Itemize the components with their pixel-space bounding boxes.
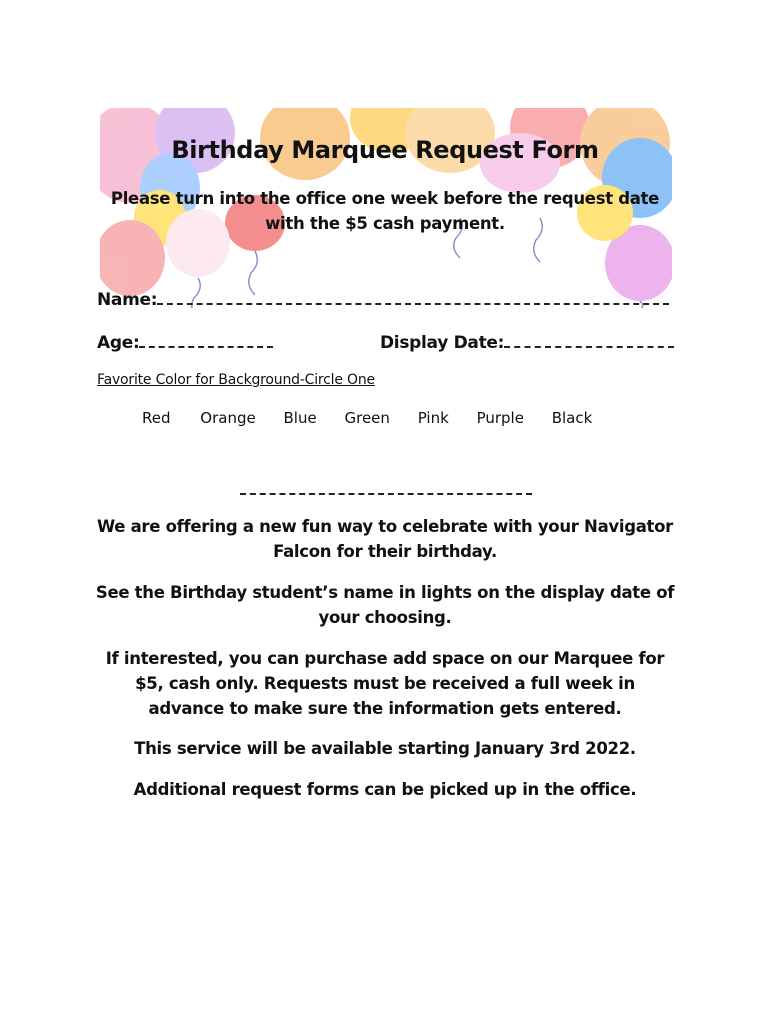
display-date-label: Display Date:	[380, 333, 505, 353]
section-divider	[240, 493, 532, 495]
info-paragraph: See the Birthday student’s name in lights on the display date of your choosing.	[95, 583, 675, 627]
color-option-pink[interactable]: Pink	[417, 409, 449, 427]
color-option-red[interactable]: Red	[142, 409, 171, 427]
age-label: Age:	[97, 333, 140, 353]
info-paragraph: We are offering a new fun way to celebrate with your Navigator Falcon for their birthday.	[96, 517, 674, 561]
color-option-blue[interactable]: Blue	[283, 409, 317, 427]
name-label: Name:	[97, 290, 158, 310]
form-instruction: Please turn into the office one week before the request date with the $5 cash payment.	[110, 189, 660, 233]
color-heading: Favorite Color for Background-Circle One	[97, 372, 375, 388]
info-paragraph: Additional request forms can be picked up in the office.	[133, 780, 637, 799]
name-blank[interactable]	[157, 289, 669, 305]
form-title: Birthday Marquee Request Form	[171, 136, 599, 164]
display-date-field[interactable]	[380, 332, 674, 353]
info-paragraph: This service will be available starting January 3rd 2022.	[134, 739, 636, 758]
age-field[interactable]	[97, 332, 273, 353]
color-option-purple[interactable]: Purple	[476, 409, 524, 427]
age-blank[interactable]	[139, 332, 273, 348]
color-option-orange[interactable]: Orange	[200, 409, 256, 427]
color-option-black[interactable]: Black	[551, 409, 593, 427]
color-option-green[interactable]: Green	[344, 409, 390, 427]
display-date-blank[interactable]	[504, 332, 674, 348]
color-options	[142, 409, 592, 427]
info-paragraph: If interested, you can purchase add space on our Marquee for $5, cash only. Requests must be received a full week in advance to make sure the information gets entered.	[105, 649, 665, 718]
name-field[interactable]	[97, 289, 669, 310]
